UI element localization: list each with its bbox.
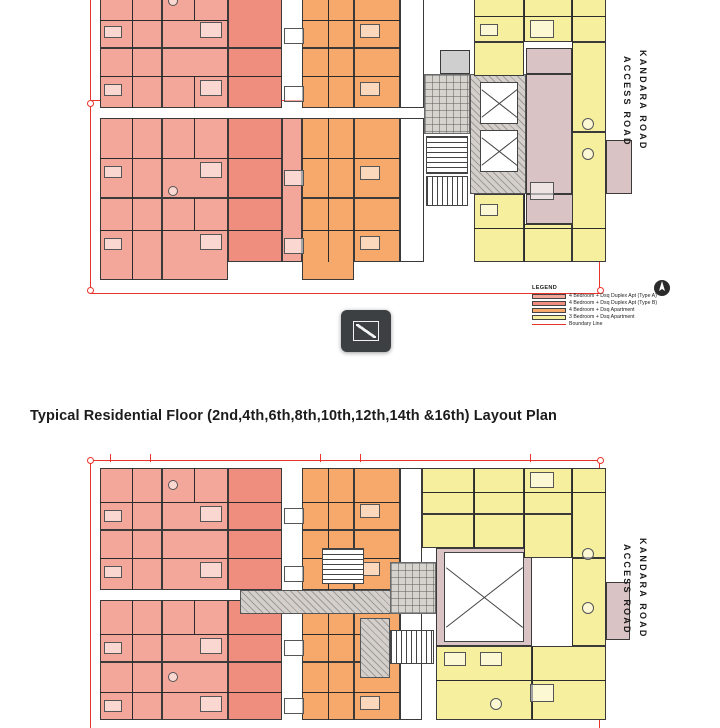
wall: [194, 468, 195, 502]
unit-three-bed: [422, 514, 474, 548]
wall: [474, 16, 606, 17]
wall: [474, 228, 606, 229]
furniture: [360, 166, 380, 180]
staircase: [426, 136, 468, 174]
wall: [194, 198, 195, 230]
wall: [100, 692, 282, 693]
lift-lobby: [424, 74, 470, 134]
boundary-node: [597, 457, 604, 464]
lift-shaft: [480, 82, 518, 124]
wall: [194, 600, 195, 634]
legend-swatch-type-a: [532, 294, 566, 300]
wall: [100, 634, 282, 635]
wall: [132, 198, 133, 280]
core-block: [526, 74, 572, 194]
furniture: [284, 238, 304, 254]
furniture: [480, 24, 498, 36]
unit-three-bed: [572, 0, 606, 42]
dimension-tick: [360, 454, 361, 462]
legend-item: [532, 293, 712, 300]
image-placeholder-icon: [353, 321, 379, 341]
wall: [100, 158, 282, 159]
furniture: [284, 86, 304, 102]
unit-three-bed: [474, 42, 524, 76]
boundary-node: [87, 100, 94, 107]
furniture: [480, 204, 498, 216]
wall: [328, 118, 329, 262]
wall: [302, 20, 400, 21]
wall: [422, 492, 606, 493]
wall: [132, 468, 133, 590]
wall: [194, 76, 195, 108]
unit-three-bed: [524, 224, 572, 262]
unit-type-b: [228, 468, 282, 530]
furniture-round: [582, 548, 594, 560]
legend-label: 3 Bedroom + Dsq Apartment: [569, 313, 635, 320]
legend-label: 4 Bedroom + Dsq Duplex Apt (Type A): [569, 292, 657, 299]
staircase: [322, 548, 364, 584]
upper-floor-plan: [60, 0, 660, 327]
lower-floor-plan: [60, 452, 660, 720]
furniture: [200, 234, 222, 250]
furniture: [200, 162, 222, 178]
legend-item: [532, 321, 712, 328]
road-label-kandara: KANDARA ROAD: [638, 50, 648, 151]
legend-swatch-four-bed: [532, 308, 566, 314]
furniture-round: [168, 186, 178, 196]
wall: [100, 502, 282, 503]
wall: [328, 0, 329, 108]
lift-lobby: [390, 562, 436, 614]
furniture: [360, 696, 380, 710]
furniture-round: [490, 698, 502, 710]
furniture-round: [582, 118, 594, 130]
furniture: [284, 566, 304, 582]
boundary-node: [87, 287, 94, 294]
furniture: [360, 236, 380, 250]
unit-type-b: [228, 662, 282, 720]
wall: [100, 558, 282, 559]
wall: [302, 692, 400, 693]
furniture: [200, 562, 222, 578]
boundary-node: [87, 457, 94, 464]
legend-label: Boundary Line: [569, 320, 603, 327]
wall: [572, 468, 573, 646]
furniture: [200, 22, 222, 38]
wall: [194, 0, 195, 20]
core-block: [526, 48, 572, 74]
legend-swatch-boundary: [532, 324, 566, 325]
unit-type-a: [100, 530, 162, 590]
wall: [100, 76, 282, 77]
furniture: [480, 652, 502, 666]
unit-three-bed: [572, 468, 606, 558]
wall: [100, 230, 282, 231]
unit-three-bed: [532, 646, 606, 720]
legend-label: 4 Bedroom + Dsq Duplex Apt (Type B): [569, 299, 658, 306]
furniture: [104, 84, 122, 96]
road-label-kandara: KANDARA ROAD: [638, 538, 648, 639]
furniture: [360, 24, 380, 38]
unit-three-bed: [474, 514, 524, 548]
furniture: [284, 170, 304, 186]
furniture-round: [168, 672, 178, 682]
unit-three-bed: [474, 468, 524, 514]
unit-type-a: [162, 530, 228, 590]
furniture: [104, 26, 122, 38]
furniture: [200, 696, 222, 712]
upper-plan-canvas: [60, 0, 660, 327]
legend-item: [532, 300, 712, 307]
road-label-access: ACCESS ROAD: [622, 56, 632, 147]
wall: [302, 502, 400, 503]
furniture: [104, 566, 122, 578]
wall: [302, 230, 400, 231]
dimension-tick: [110, 454, 111, 462]
legend-label: 4 Bedroom + Dsq Apartment: [569, 306, 635, 313]
furniture: [104, 510, 122, 522]
furniture: [104, 700, 122, 712]
unit-type-b: [228, 0, 282, 48]
corridor: [360, 618, 390, 678]
furniture: [200, 80, 222, 96]
wall: [474, 468, 475, 548]
furniture: [530, 20, 554, 38]
unit-type-a: [100, 48, 162, 108]
service-block: [440, 50, 470, 74]
furniture: [360, 82, 380, 96]
wall: [302, 158, 400, 159]
unit-four-bed: [354, 48, 400, 108]
lower-plan-canvas: [60, 452, 660, 720]
furniture: [104, 642, 122, 654]
wall: [524, 468, 525, 558]
unit-four-bed: [354, 468, 400, 530]
legend-swatch-three-bed: [532, 315, 566, 321]
furniture: [104, 238, 122, 250]
dimension-tick: [530, 454, 531, 462]
furniture-round: [582, 148, 594, 160]
wall: [436, 680, 606, 681]
furniture: [284, 640, 304, 656]
legend-item: [532, 314, 712, 321]
staircase: [426, 176, 468, 206]
wall: [572, 0, 573, 132]
wall: [194, 118, 195, 158]
plan-title: Typical Residential Floor (2nd,4th,6th,8th,10th,12th,14th &16th) Layout Plan: [30, 408, 557, 424]
furniture: [284, 28, 304, 44]
furniture: [284, 698, 304, 714]
lift-shaft: [480, 130, 518, 172]
furniture: [530, 472, 554, 488]
legend: [532, 286, 712, 328]
road-label-access: ACCESS ROAD: [622, 544, 632, 635]
unit-type-b: [228, 48, 282, 108]
legend-swatch-type-b: [532, 301, 566, 307]
wall: [524, 0, 525, 42]
furniture: [200, 506, 222, 522]
furniture: [284, 508, 304, 524]
lift-shaft: [444, 552, 524, 642]
wall: [132, 118, 133, 198]
furniture: [104, 166, 122, 178]
furniture: [444, 652, 466, 666]
furniture-round: [582, 602, 594, 614]
unit-service: [400, 0, 424, 108]
balcony: [606, 140, 632, 194]
furniture-round: [168, 480, 178, 490]
wall: [132, 600, 133, 720]
unit-three-bed: [524, 514, 572, 558]
wall: [328, 600, 329, 720]
dimension-tick: [150, 454, 151, 462]
image-placeholder-button[interactable]: [341, 310, 391, 352]
legend-title: LEGEND: [532, 285, 558, 291]
staircase: [390, 630, 434, 664]
dimension-tick: [320, 454, 321, 462]
legend-item: [532, 307, 712, 314]
wall: [524, 194, 525, 262]
unit-type-a: [100, 0, 162, 48]
wall: [132, 48, 133, 108]
furniture: [530, 684, 554, 702]
unit-type-b: [228, 530, 282, 590]
furniture: [200, 638, 222, 654]
furniture: [530, 182, 554, 200]
wall: [302, 76, 400, 77]
wall: [132, 0, 133, 48]
unit-service: [400, 118, 424, 262]
furniture: [360, 504, 380, 518]
wall: [532, 646, 533, 720]
unit-three-bed: [422, 468, 474, 514]
